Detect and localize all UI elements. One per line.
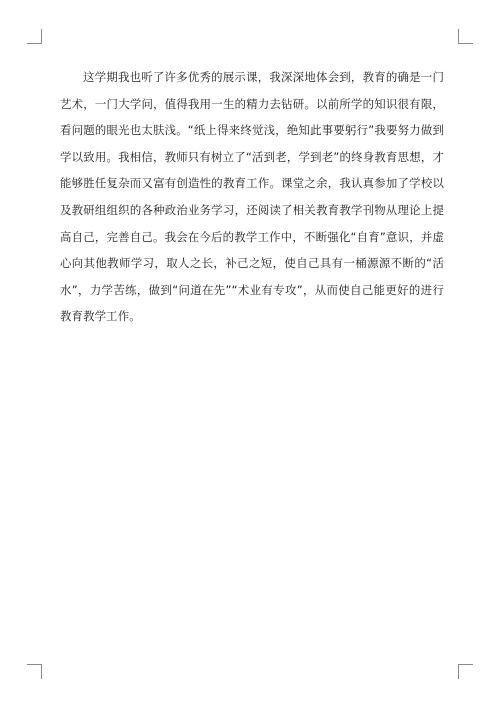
crop-mark-top-left	[27, 29, 42, 44]
body-paragraph: 这学期我也听了许多优秀的展示课，我深深地体会到，教育的确是一门艺术，一门大学问，值得我用一生的精力去钻研。以前所学的知识很有限，看问题的眼光也太肤浅。“纸上得来终觉浅，绝知此事要躬行”我要努力做到学以致用。我相信，教师只有树立了“活到老，学到老”的终身教育思想，才能够胜任复杂而又富有创造性的教育工作。课堂之余，我认真参加了学校以及教研组组织的各种政治业务学习，还阅读了相关教育教学刊物从理论上提高自己，完善自己。我会在今后的教学工作中，不断强化“自育”意识，并虚心向其他教师学习，取人之长，补己之短，使自己具有一桶源源不断的“活水”，力学苦练，做到“问道在先”“术业有专攻”，从而使自己能更好的进行教育教学工作。	[60, 70, 444, 324]
crop-mark-bottom-right	[458, 664, 473, 679]
crop-mark-top-right	[458, 29, 473, 44]
crop-mark-bottom-left	[27, 664, 42, 679]
